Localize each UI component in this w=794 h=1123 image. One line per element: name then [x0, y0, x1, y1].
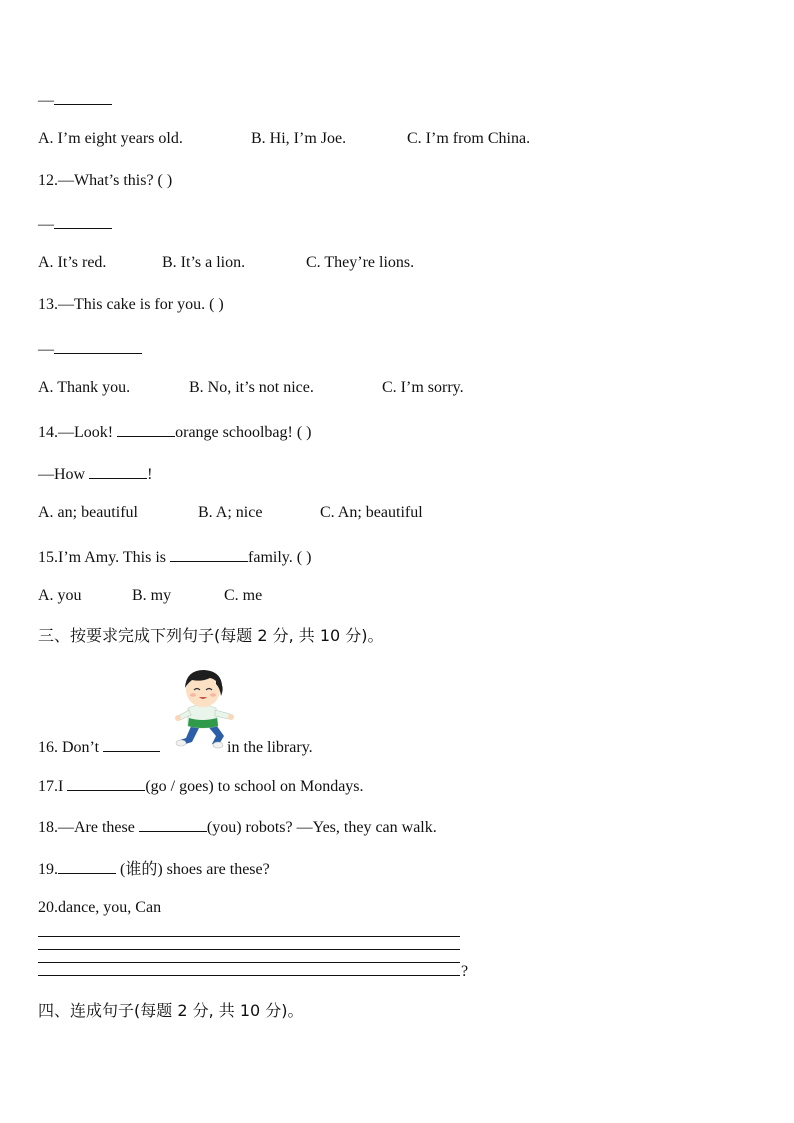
- q12-question: 12.—What’s this? ( ): [38, 172, 173, 189]
- answer-blank[interactable]: [58, 857, 116, 874]
- q13-answer-line: —: [38, 337, 142, 360]
- q12-answer-line: —: [38, 212, 112, 235]
- answer-blank[interactable]: [89, 462, 147, 479]
- q20-question-mark: ?: [461, 963, 469, 980]
- option-b[interactable]: B. Hi, I’m Joe.: [251, 130, 347, 147]
- q14-question: 14.—Look! orange schoolbag! ( ): [38, 420, 312, 443]
- q16-question: 16. Don’t in the library.: [38, 735, 313, 758]
- option-c[interactable]: C. I’m sorry.: [382, 379, 464, 396]
- q17-question: 17.I (go / goes) to school on Mondays.: [38, 774, 364, 797]
- option-c[interactable]: C. me: [224, 587, 263, 604]
- option-a[interactable]: A. It’s red.: [38, 254, 107, 271]
- answer-blank[interactable]: [54, 337, 142, 354]
- answer-blank[interactable]: [170, 545, 248, 562]
- option-a[interactable]: A. Thank you.: [38, 379, 131, 396]
- option-b[interactable]: B. A; nice: [198, 504, 263, 521]
- q13-question: 13.—This cake is for you. ( ): [38, 296, 224, 313]
- q15-options: [38, 586, 262, 606]
- answer-blank[interactable]: [67, 774, 145, 791]
- option-b[interactable]: B. my: [132, 587, 172, 604]
- q18-question: 18.—Are these (you) robots? —Yes, they can walk.: [38, 815, 437, 838]
- option-b[interactable]: B. It’s a lion.: [162, 254, 246, 271]
- option-c[interactable]: C. An; beautiful: [320, 504, 423, 521]
- option-c[interactable]: C. I’m from China.: [407, 130, 531, 147]
- answer-blank[interactable]: [103, 735, 160, 752]
- q11-options: [38, 129, 530, 149]
- answer-blank[interactable]: [117, 420, 175, 437]
- q13-options: [38, 378, 464, 398]
- answer-rule[interactable]: [38, 962, 460, 963]
- q14-options: [38, 503, 423, 523]
- option-a[interactable]: A. you: [38, 587, 82, 604]
- option-a[interactable]: A. I’m eight years old.: [38, 130, 183, 147]
- q11-answer-line: —: [38, 88, 112, 111]
- q12-options: [38, 253, 414, 273]
- answer-rule[interactable]: [38, 975, 460, 976]
- section-3-heading: 三、按要求完成下列句子(每题 2 分, 共 10 分)。: [38, 626, 384, 645]
- answer-blank[interactable]: [139, 815, 207, 832]
- q20-prompt: 20.dance, you, Can: [38, 899, 162, 916]
- section-4-heading: 四、连成句子(每题 2 分, 共 10 分)。: [38, 1001, 304, 1020]
- answer-rule[interactable]: [38, 936, 460, 937]
- answer-blank[interactable]: [54, 88, 112, 105]
- answer-blank[interactable]: [54, 212, 112, 229]
- q19-question: 19. (谁的) shoes are these?: [38, 857, 270, 880]
- q15-question: 15.I’m Amy. This is family. ( ): [38, 545, 311, 568]
- option-a[interactable]: A. an; beautiful: [38, 504, 138, 521]
- answer-rule[interactable]: [38, 949, 460, 950]
- option-c[interactable]: C. They’re lions.: [306, 254, 415, 271]
- q14-reply: —How !: [38, 462, 152, 485]
- option-b[interactable]: B. No, it’s not nice.: [189, 379, 314, 396]
